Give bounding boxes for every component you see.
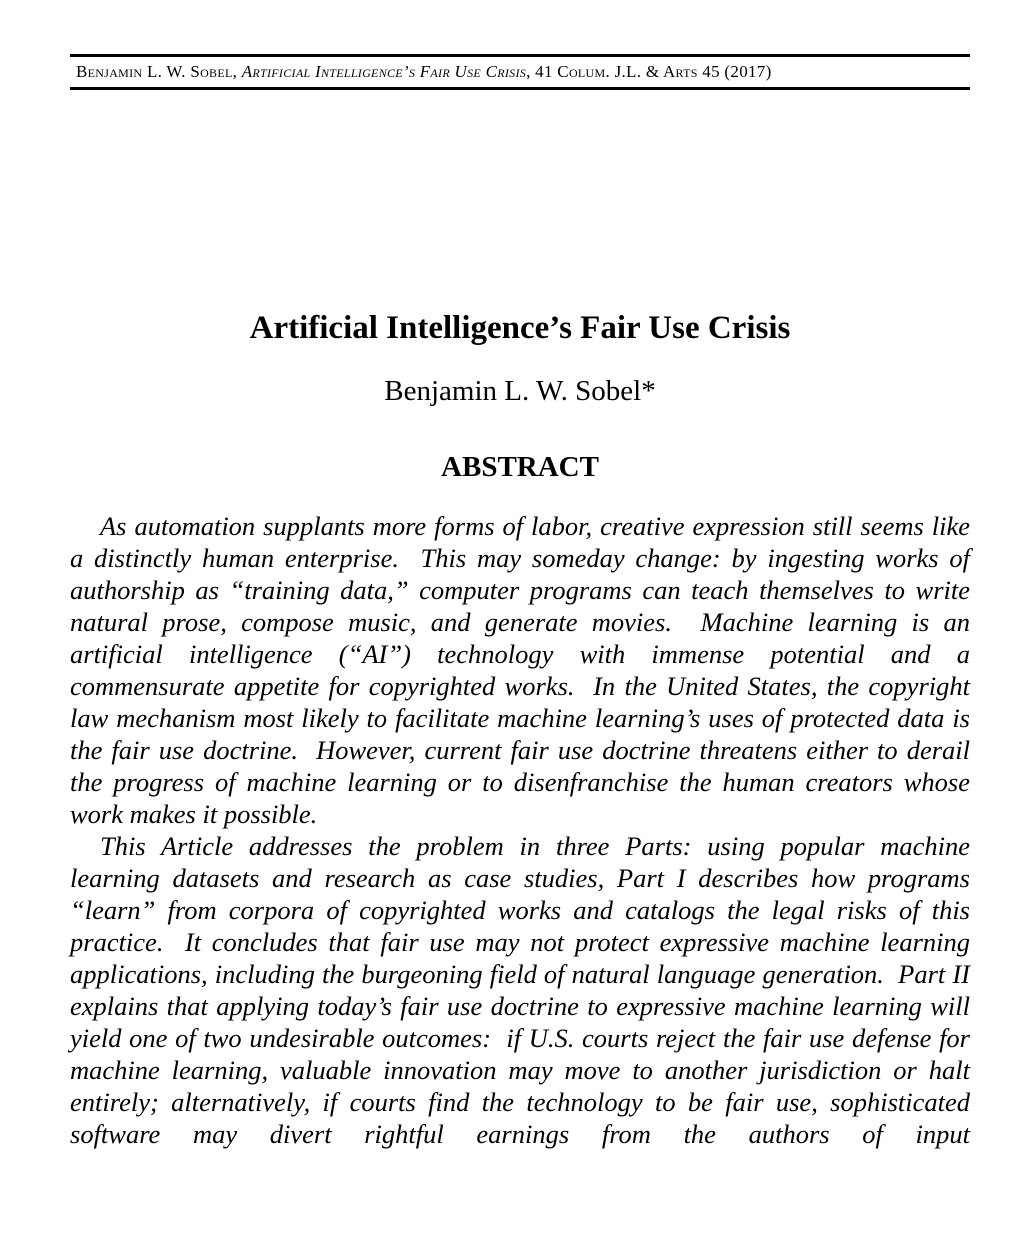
abstract-section	[70, 510, 977, 1150]
document-page	[0, 54, 1030, 1240]
running-header-article-title: Artificial Intelligence’s Fair Use Crisis	[241, 62, 527, 81]
abstract-heading: ABSTRACT	[441, 451, 599, 483]
author-byline: Benjamin L. W. Sobel*	[384, 375, 656, 407]
article-title: Artificial Intelligence’s Fair Use Crisis	[249, 310, 791, 346]
running-header	[70, 54, 970, 90]
page-content-column	[70, 54, 977, 1150]
abstract-paragraph: As automation supplants more forms of labor, creative expression still seems like a distinctly human enterprise. This may someday change: by ingesting works of authorship as “training data,” computer programs can teach themselves to write natural prose, compose music, and generate movies. Machine learning is an artificial intelligence (“AI”) technology with immense potential and a commensurate appetite for copyrighted works. In the United States, the copyright law mechanism most likely to facilitate machine learning’s uses of protected data is the fair use doctrine. However, current fair use doctrine threatens either to derail the progress of machine learning or to disenfranchise the human creators whose work makes it possible.	[70, 511, 977, 829]
running-header-citation: , 41 Colum. J.L. & Arts 45 (2017)	[526, 62, 772, 81]
running-header-author: Benjamin L. W. Sobel,	[76, 62, 238, 81]
abstract-paragraph: This Article addresses the problem in three Parts: using popular machine learning datasets and research as case studies, Part I describes how programs “learn” from corpora of copyrighted works and catalogs the legal risks of this practice. It concludes that fair use may not protect expressive machine learning applications, including the burgeoning field of natural language generation. Part II explains that applying today’s fair use doctrine to expressive machine learning will yield one of two undesirable outcomes: if U.S. courts reject the fair use defense for machine learning, valuable innovation may move to another jurisdiction or halt entirely; alternatively, if courts find the technology to be fair use, sophisticated software may divert rightful earnings from the authors of input	[70, 831, 977, 1149]
